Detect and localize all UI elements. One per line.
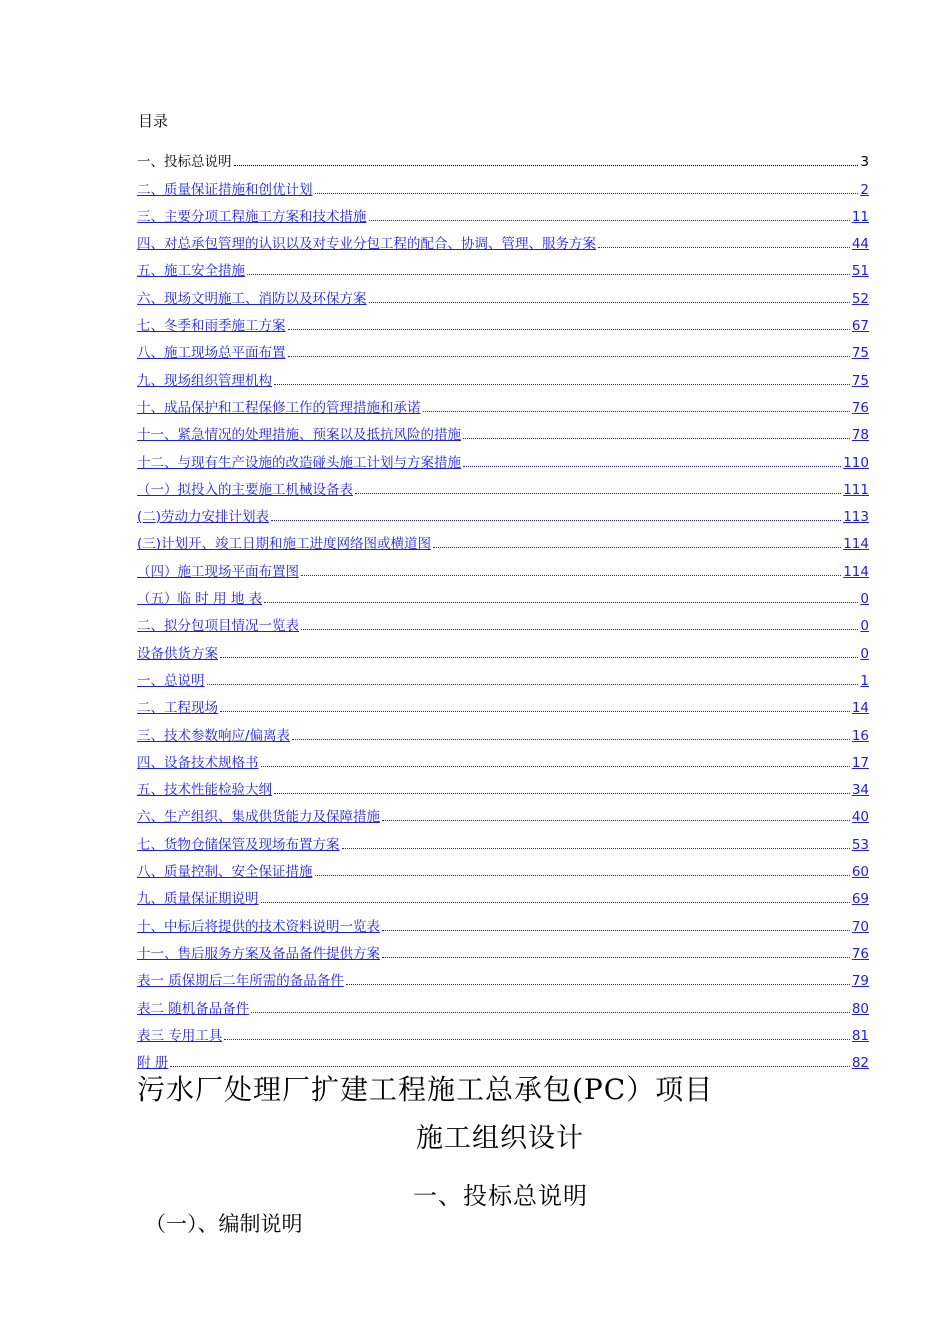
toc-entry-page: 1 bbox=[860, 672, 869, 689]
toc-dot-leader bbox=[382, 930, 850, 931]
toc-entry-page: 0 bbox=[860, 591, 869, 608]
toc-entry-page: 114 bbox=[843, 536, 869, 553]
toc-entry-page: 40 bbox=[851, 809, 869, 826]
toc-dot-leader bbox=[346, 984, 850, 985]
toc-entry-page: 60 bbox=[851, 864, 869, 881]
toc-entry-title: 十一、紧急情况的处理措施、预案以及抵抗风险的措施 bbox=[137, 427, 461, 444]
toc-dot-leader bbox=[382, 820, 850, 821]
toc-entry[interactable] bbox=[137, 908, 869, 935]
document-subtitle: 施工组织设计 bbox=[416, 1123, 584, 1154]
toc-entry-title: 八、质量控制、安全保证措施 bbox=[137, 864, 313, 881]
toc-entry-title: 四、对总承包管理的认识以及对专业分包工程的配合、协调、管理、服务方案 bbox=[137, 236, 596, 253]
toc-entry-page: 11 bbox=[851, 208, 869, 225]
toc-entry-page: 78 bbox=[851, 427, 869, 444]
toc-dot-leader bbox=[247, 274, 850, 275]
toc-entry-title: 十、中标后将提供的技术资料说明一览表 bbox=[137, 918, 380, 935]
toc-dot-leader bbox=[264, 602, 858, 603]
toc-entry-title: (三)计划开、竣工日期和施工进度网络图或横道图 bbox=[137, 536, 432, 553]
toc-entry[interactable] bbox=[137, 444, 869, 471]
toc-entry[interactable] bbox=[137, 390, 869, 417]
toc-dot-leader bbox=[207, 684, 859, 685]
toc-entry-title: 六、生产组织、集成供货能力及保障措施 bbox=[137, 809, 380, 826]
toc-entry[interactable] bbox=[137, 581, 869, 608]
toc-entry-title: 五、技术性能检验大纲 bbox=[137, 782, 272, 799]
toc-entry[interactable] bbox=[137, 144, 869, 171]
toc-entry-page: 34 bbox=[851, 782, 869, 799]
toc-entry[interactable] bbox=[137, 253, 869, 280]
table-of-contents bbox=[137, 144, 869, 1072]
toc-dot-leader bbox=[292, 739, 850, 740]
toc-dot-leader bbox=[251, 1012, 850, 1013]
toc-entry-page: 70 bbox=[851, 918, 869, 935]
toc-dot-leader bbox=[315, 193, 859, 194]
toc-entry-title: （一）拟投入的主要施工机械设备表 bbox=[137, 481, 353, 498]
toc-entry-title: （五）临 时 用 地 表 bbox=[137, 591, 263, 608]
toc-dot-leader bbox=[463, 466, 841, 467]
toc-heading: 目录 bbox=[138, 112, 169, 130]
toc-entry[interactable] bbox=[137, 745, 869, 772]
toc-entry[interactable] bbox=[137, 526, 869, 553]
toc-entry-page: 113 bbox=[843, 509, 869, 526]
toc-dot-leader bbox=[342, 848, 850, 849]
toc-entry-title: 七、冬季和雨季施工方案 bbox=[137, 318, 286, 335]
toc-entry[interactable] bbox=[137, 308, 869, 335]
toc-entry[interactable] bbox=[137, 417, 869, 444]
toc-entry-title: 一、总说明 bbox=[137, 672, 205, 689]
toc-dot-leader bbox=[274, 793, 850, 794]
toc-dot-leader bbox=[369, 302, 850, 303]
toc-entry[interactable] bbox=[137, 199, 869, 226]
toc-entry-page: 80 bbox=[851, 1000, 869, 1017]
toc-entry[interactable] bbox=[137, 826, 869, 853]
toc-dot-leader bbox=[261, 902, 850, 903]
toc-dot-leader bbox=[234, 165, 859, 166]
toc-dot-leader bbox=[170, 1066, 850, 1067]
toc-entry-page: 75 bbox=[851, 345, 869, 362]
toc-entry-page: 0 bbox=[860, 618, 869, 635]
toc-entry-page: 76 bbox=[851, 399, 869, 416]
toc-entry[interactable] bbox=[137, 963, 869, 990]
toc-dot-leader bbox=[288, 329, 850, 330]
toc-entry[interactable] bbox=[137, 280, 869, 307]
toc-entry-page: 3 bbox=[860, 154, 869, 171]
toc-entry-page: 0 bbox=[860, 645, 869, 662]
toc-entry-page: 52 bbox=[851, 290, 869, 307]
toc-entry-title: 十、成品保护和工程保修工作的管理措施和承诺 bbox=[137, 399, 421, 416]
toc-entry-title: 五、施工安全措施 bbox=[137, 263, 245, 280]
toc-entry-page: 17 bbox=[851, 754, 869, 771]
toc-dot-leader bbox=[598, 247, 850, 248]
toc-entry[interactable] bbox=[137, 881, 869, 908]
toc-entry[interactable] bbox=[137, 690, 869, 717]
toc-entry-page: 53 bbox=[851, 836, 869, 853]
subsection-heading: （一）、编制说明 bbox=[145, 1212, 303, 1236]
toc-entry[interactable] bbox=[137, 717, 869, 744]
toc-entry-page: 2 bbox=[860, 181, 869, 198]
toc-entry-title: 表二 随机备品备件 bbox=[137, 1000, 250, 1017]
toc-entry-title: 二、工程现场 bbox=[137, 700, 218, 717]
toc-entry-page: 81 bbox=[851, 1027, 869, 1044]
toc-entry[interactable] bbox=[137, 990, 869, 1017]
toc-entry[interactable] bbox=[137, 635, 869, 662]
toc-entry-title: 九、现场组织管理机构 bbox=[137, 372, 272, 389]
toc-entry-title: 一、投标总说明 bbox=[137, 154, 232, 171]
toc-dot-leader bbox=[463, 438, 850, 439]
toc-dot-leader bbox=[261, 766, 850, 767]
toc-entry[interactable] bbox=[137, 362, 869, 389]
toc-entry-title: 十二、与现有生产设施的改造碰头施工计划与方案措施 bbox=[137, 454, 461, 471]
toc-entry-title: 二、质量保证措施和创优计划 bbox=[137, 181, 313, 198]
toc-entry[interactable] bbox=[137, 799, 869, 826]
toc-dot-leader bbox=[355, 493, 841, 494]
toc-entry-title: 表三 专用工具 bbox=[137, 1027, 223, 1044]
toc-dot-leader bbox=[224, 1039, 850, 1040]
toc-entry[interactable] bbox=[137, 854, 869, 881]
toc-dot-leader bbox=[301, 575, 841, 576]
toc-entry[interactable] bbox=[137, 553, 869, 580]
toc-entry[interactable] bbox=[137, 226, 869, 253]
toc-entry-page: 44 bbox=[851, 236, 869, 253]
document-title: 污水厂处理厂扩建工程施工总承包(PC）项目 bbox=[137, 1073, 714, 1106]
toc-entry-page: 114 bbox=[843, 563, 869, 580]
toc-entry-title: （四）施工现场平面布置图 bbox=[137, 563, 299, 580]
toc-entry[interactable] bbox=[137, 335, 869, 362]
section-heading: 一、投标总说明 bbox=[413, 1182, 588, 1210]
toc-entry-title: 七、货物仓储保管及现场布置方案 bbox=[137, 836, 340, 853]
toc-entry[interactable] bbox=[137, 608, 869, 635]
toc-entry-title: 十一、售后服务方案及备品备件提供方案 bbox=[137, 945, 380, 962]
toc-entry-page: 110 bbox=[843, 454, 869, 471]
toc-entry-title: 三、主要分项工程施工方案和技术措施 bbox=[137, 208, 367, 225]
toc-dot-leader bbox=[220, 711, 850, 712]
toc-dot-leader bbox=[288, 356, 850, 357]
toc-dot-leader bbox=[315, 875, 850, 876]
toc-entry-title: 九、质量保证期说明 bbox=[137, 891, 259, 908]
toc-entry[interactable] bbox=[137, 499, 869, 526]
toc-entry-page: 14 bbox=[851, 700, 869, 717]
toc-entry-page: 69 bbox=[851, 891, 869, 908]
toc-entry[interactable] bbox=[137, 772, 869, 799]
toc-entry-title: 六、现场文明施工、消防以及环保方案 bbox=[137, 290, 367, 307]
toc-entry-title: 表一 质保期后二年所需的备品备件 bbox=[137, 973, 344, 990]
toc-entry-page: 111 bbox=[843, 481, 869, 498]
toc-entry-title: 八、施工现场总平面布置 bbox=[137, 345, 286, 362]
toc-entry-page: 67 bbox=[851, 318, 869, 335]
toc-dot-leader bbox=[382, 957, 850, 958]
toc-dot-leader bbox=[423, 411, 850, 412]
toc-entry-title: 四、设备技术规格书 bbox=[137, 754, 259, 771]
toc-entry-title: 三、技术参数响应/偏离表 bbox=[137, 727, 291, 744]
toc-dot-leader bbox=[301, 629, 858, 630]
toc-entry-page: 82 bbox=[851, 1055, 869, 1072]
toc-entry-page: 76 bbox=[851, 945, 869, 962]
toc-entry[interactable] bbox=[137, 472, 869, 499]
toc-entry-title: (二)劳动力安排计划表 bbox=[137, 509, 270, 526]
toc-entry-page: 51 bbox=[851, 263, 869, 280]
toc-entry-page: 79 bbox=[851, 973, 869, 990]
toc-dot-leader bbox=[274, 384, 850, 385]
toc-dot-leader bbox=[220, 657, 858, 658]
toc-entry-title: 二、拟分包项目情况一览表 bbox=[137, 618, 299, 635]
toc-dot-leader bbox=[369, 220, 850, 221]
toc-dot-leader bbox=[271, 520, 841, 521]
toc-entry-page: 75 bbox=[851, 372, 869, 389]
toc-entry-page: 16 bbox=[851, 727, 869, 744]
toc-entry[interactable] bbox=[137, 663, 869, 690]
toc-entry-title: 设备供货方案 bbox=[137, 645, 218, 662]
toc-entry-title: 附 册 bbox=[137, 1055, 169, 1072]
toc-dot-leader bbox=[433, 547, 841, 548]
toc-entry[interactable] bbox=[137, 936, 869, 963]
toc-entry[interactable] bbox=[137, 1018, 869, 1045]
toc-entry[interactable] bbox=[137, 171, 869, 198]
